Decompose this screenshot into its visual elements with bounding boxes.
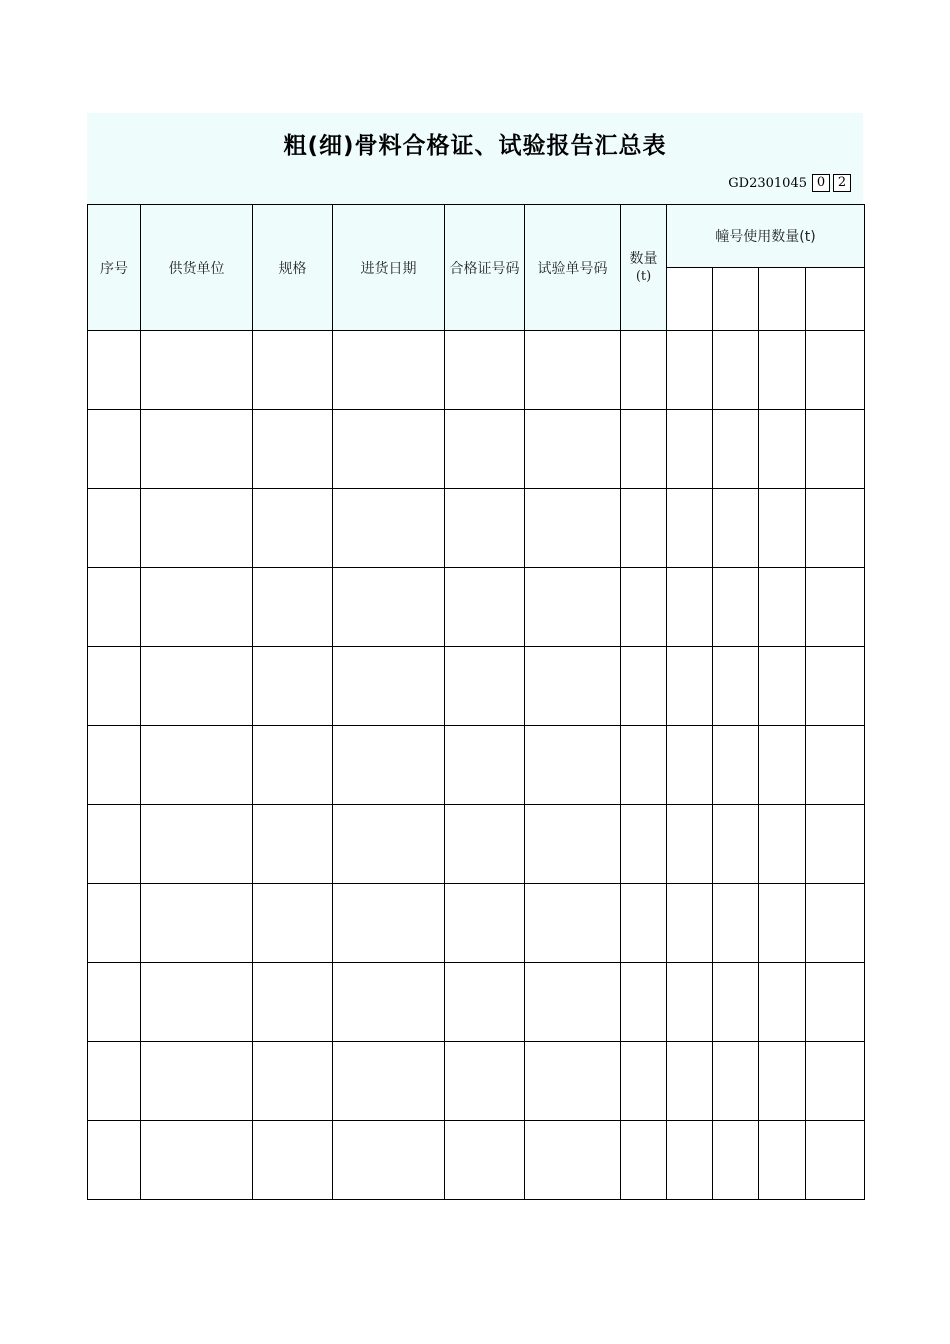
table-cell[interactable] (525, 331, 621, 410)
table-cell[interactable] (525, 726, 621, 805)
table-cell[interactable] (667, 805, 713, 884)
table-cell[interactable] (806, 489, 865, 568)
table-cell[interactable] (88, 963, 141, 1042)
table-cell[interactable] (759, 726, 806, 805)
table-cell[interactable] (713, 568, 759, 647)
table-cell[interactable] (445, 1042, 525, 1121)
table-cell[interactable] (667, 647, 713, 726)
table-cell[interactable] (88, 884, 141, 963)
table-cell[interactable] (333, 805, 445, 884)
table-cell[interactable] (713, 331, 759, 410)
table-cell[interactable] (759, 647, 806, 726)
table-cell[interactable] (141, 1042, 253, 1121)
header-cert-no: 合格证号码 (445, 205, 525, 331)
table-cell[interactable] (621, 489, 667, 568)
header-quantity-unit: (t) (635, 268, 652, 284)
table-cell[interactable] (806, 410, 865, 489)
table-cell[interactable] (141, 331, 253, 410)
table-cell[interactable] (621, 331, 667, 410)
table-cell[interactable] (253, 568, 333, 647)
table-cell[interactable] (333, 489, 445, 568)
table-cell[interactable] (759, 1042, 806, 1121)
table-cell[interactable] (253, 726, 333, 805)
table-cell[interactable] (759, 489, 806, 568)
table-cell[interactable] (621, 963, 667, 1042)
header-spec: 规格 (253, 205, 333, 331)
header-row (88, 205, 865, 268)
form-code-row (728, 174, 851, 192)
table-cell[interactable] (621, 568, 667, 647)
table-cell[interactable] (621, 647, 667, 726)
table-cell[interactable] (525, 647, 621, 726)
table-cell[interactable] (759, 1121, 806, 1200)
table-cell[interactable] (667, 1042, 713, 1121)
table-cell[interactable] (445, 805, 525, 884)
table-cell[interactable] (88, 1042, 141, 1121)
table-cell[interactable] (333, 331, 445, 410)
table-row (88, 1042, 865, 1121)
table-cell[interactable] (667, 726, 713, 805)
table-cell[interactable] (667, 331, 713, 410)
table-row (88, 726, 865, 805)
table-cell[interactable] (88, 1121, 141, 1200)
table-cell[interactable] (713, 963, 759, 1042)
table-cell[interactable] (806, 726, 865, 805)
table-cell[interactable] (88, 726, 141, 805)
table-row (88, 331, 865, 410)
table-cell[interactable] (141, 568, 253, 647)
table-row (88, 568, 865, 647)
table-cell[interactable] (621, 726, 667, 805)
table-cell[interactable] (445, 884, 525, 963)
table-cell[interactable] (525, 568, 621, 647)
table-row (88, 805, 865, 884)
table-cell[interactable] (141, 805, 253, 884)
table-cell[interactable] (713, 647, 759, 726)
table-cell[interactable] (88, 331, 141, 410)
table-cell[interactable] (88, 805, 141, 884)
table-cell[interactable] (141, 726, 253, 805)
table-cell[interactable] (141, 647, 253, 726)
table-cell[interactable] (713, 1042, 759, 1121)
table-cell[interactable] (525, 963, 621, 1042)
table-cell[interactable] (141, 884, 253, 963)
table-cell[interactable] (713, 489, 759, 568)
usage-subcolumn (713, 268, 759, 331)
form-code: GD2301045 (728, 175, 807, 191)
table-cell[interactable] (667, 489, 713, 568)
table-cell[interactable] (333, 726, 445, 805)
usage-subcolumn (806, 268, 865, 331)
table-row (88, 489, 865, 568)
table-cell[interactable] (525, 805, 621, 884)
table-cell[interactable] (141, 1121, 253, 1200)
table-cell[interactable] (806, 1042, 865, 1121)
header-quantity-label: 数量 (629, 250, 658, 267)
table-cell[interactable] (445, 331, 525, 410)
header-supplier: 供货单位 (141, 205, 253, 331)
header-quantity (621, 205, 667, 331)
table-cell[interactable] (88, 410, 141, 489)
table-cell[interactable] (333, 963, 445, 1042)
code-box-2: 2 (833, 174, 851, 192)
table-cell[interactable] (88, 568, 141, 647)
table-cell[interactable] (253, 805, 333, 884)
table-cell[interactable] (253, 410, 333, 489)
table-cell[interactable] (525, 1042, 621, 1121)
table-cell[interactable] (621, 1042, 667, 1121)
page-title: 粗(细)骨料合格证、试验报告汇总表 (283, 133, 667, 159)
table-cell[interactable] (141, 410, 253, 489)
table-cell[interactable] (253, 489, 333, 568)
table-cell[interactable] (445, 963, 525, 1042)
table-cell[interactable] (713, 884, 759, 963)
code-box-1: 0 (812, 174, 830, 192)
table-cell[interactable] (806, 805, 865, 884)
table-cell[interactable] (445, 726, 525, 805)
table-cell[interactable] (806, 1121, 865, 1200)
usage-subcolumn (759, 268, 806, 331)
table-cell[interactable] (333, 647, 445, 726)
table-cell[interactable] (759, 805, 806, 884)
table-cell[interactable] (621, 805, 667, 884)
table-cell[interactable] (667, 410, 713, 489)
title-band (87, 113, 863, 205)
header-test-no: 试验单号码 (525, 205, 621, 331)
table-cell[interactable] (759, 963, 806, 1042)
table-cell[interactable] (525, 489, 621, 568)
table-cell[interactable] (253, 1121, 333, 1200)
table-cell[interactable] (759, 568, 806, 647)
table-cell[interactable] (806, 884, 865, 963)
table-cell[interactable] (713, 726, 759, 805)
table-cell[interactable] (621, 884, 667, 963)
table-cell[interactable] (141, 489, 253, 568)
table-cell[interactable] (445, 1121, 525, 1200)
table-row (88, 1121, 865, 1200)
table-cell[interactable] (806, 331, 865, 410)
table-cell[interactable] (713, 805, 759, 884)
table-cell[interactable] (253, 963, 333, 1042)
table-cell[interactable] (525, 410, 621, 489)
table-cell[interactable] (88, 489, 141, 568)
summary-table (87, 204, 865, 1200)
table-cell[interactable] (759, 884, 806, 963)
table-cell[interactable] (253, 1042, 333, 1121)
table-cell[interactable] (525, 884, 621, 963)
table-cell[interactable] (806, 647, 865, 726)
table-cell[interactable] (759, 410, 806, 489)
table-cell[interactable] (445, 568, 525, 647)
table-row (88, 647, 865, 726)
table-cell[interactable] (333, 1042, 445, 1121)
table-cell[interactable] (713, 410, 759, 489)
table-cell[interactable] (525, 1121, 621, 1200)
table-cell[interactable] (445, 489, 525, 568)
table-cell[interactable] (806, 963, 865, 1042)
table-cell[interactable] (333, 568, 445, 647)
table-cell[interactable] (806, 568, 865, 647)
table-cell[interactable] (253, 331, 333, 410)
header-seq: 序号 (88, 205, 141, 331)
table-cell[interactable] (445, 410, 525, 489)
table-cell[interactable] (621, 1121, 667, 1200)
table-cell[interactable] (88, 647, 141, 726)
table-cell[interactable] (333, 1121, 445, 1200)
table-cell[interactable] (253, 884, 333, 963)
table-row (88, 884, 865, 963)
usage-subcolumn (667, 268, 713, 331)
form-sheet (87, 113, 863, 205)
header-date: 进货日期 (333, 205, 445, 331)
table-cell[interactable] (667, 963, 713, 1042)
table-cell[interactable] (333, 410, 445, 489)
table-cell[interactable] (445, 647, 525, 726)
table-row (88, 410, 865, 489)
table-row (88, 963, 865, 1042)
table-cell[interactable] (713, 1121, 759, 1200)
table-cell[interactable] (141, 963, 253, 1042)
header-building-usage: 幢号使用数量(t) (667, 205, 865, 268)
table-cell[interactable] (667, 1121, 713, 1200)
table-cell[interactable] (759, 331, 806, 410)
table-cell[interactable] (621, 410, 667, 489)
table-cell[interactable] (667, 884, 713, 963)
table-cell[interactable] (253, 647, 333, 726)
table-cell[interactable] (333, 884, 445, 963)
table-cell[interactable] (667, 568, 713, 647)
